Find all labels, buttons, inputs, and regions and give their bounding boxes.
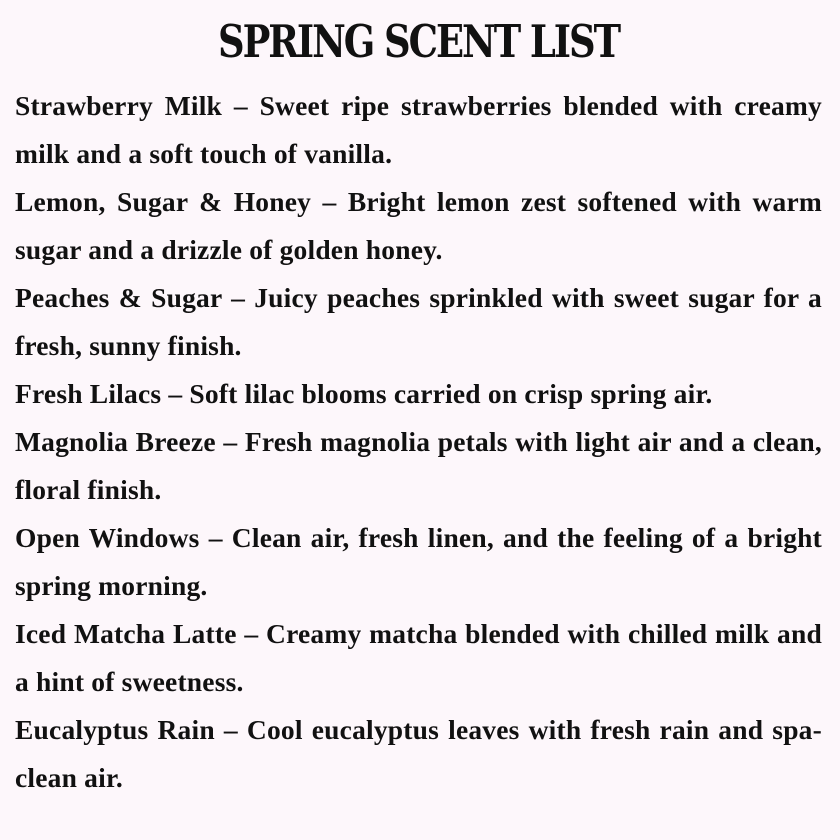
scent-item-peaches-sugar [15,274,822,370]
scent-description: Fresh magnolia petals with light air and a clean, floral finish. [15,426,822,505]
scent-item-lemon-sugar-honey [15,178,822,274]
scent-item-fresh-lilacs [15,370,822,418]
scent-item-iced-matcha-latte [15,610,822,706]
scent-separator: – [221,282,255,313]
scent-separator: – [214,714,247,745]
scent-name: Lemon, Sugar & Honey [15,186,312,217]
scent-name: Open Windows [15,522,200,553]
scent-list [15,82,822,802]
scent-separator: – [161,378,190,409]
scent-description: Clean air, fresh linen, and the feeling of a bright spring morning. [15,522,822,601]
scent-name: Peaches & Sugar [15,282,222,313]
scent-item-open-windows [15,514,822,610]
scent-separator: – [222,90,260,121]
scent-description: Sweet ripe strawberries blended with creamy milk and a soft touch of vanilla. [15,90,822,169]
scent-name: Strawberry Milk [15,90,223,121]
page-title: SPRING SCENT LIST [217,15,620,68]
scent-separator: – [199,522,232,553]
scent-description: Soft lilac blooms carried on crisp spring air. [189,378,713,409]
scent-description: Bright lemon zest softened with warm sugar and a drizzle of golden honey. [15,186,822,265]
scent-name: Fresh Lilacs [15,378,162,409]
scent-item-strawberry-milk [15,82,822,178]
scent-item-eucalyptus-rain [15,706,822,802]
scent-name: Magnolia Breeze [15,426,216,457]
scent-separator: – [311,186,348,217]
scent-description: Cool eucalyptus leaves with fresh rain and spa-clean air. [15,714,822,793]
scent-name: Eucalyptus Rain [15,714,215,745]
scent-item-magnolia-breeze [15,418,822,514]
scent-separator: – [215,426,245,457]
scent-description: Creamy matcha blended with chilled milk and a hint of sweetness. [15,618,822,697]
scent-name: Iced Matcha Latte [15,618,237,649]
scent-separator: – [236,618,267,649]
scent-description: Juicy peaches sprinkled with sweet sugar for a fresh, sunny finish. [15,282,822,361]
